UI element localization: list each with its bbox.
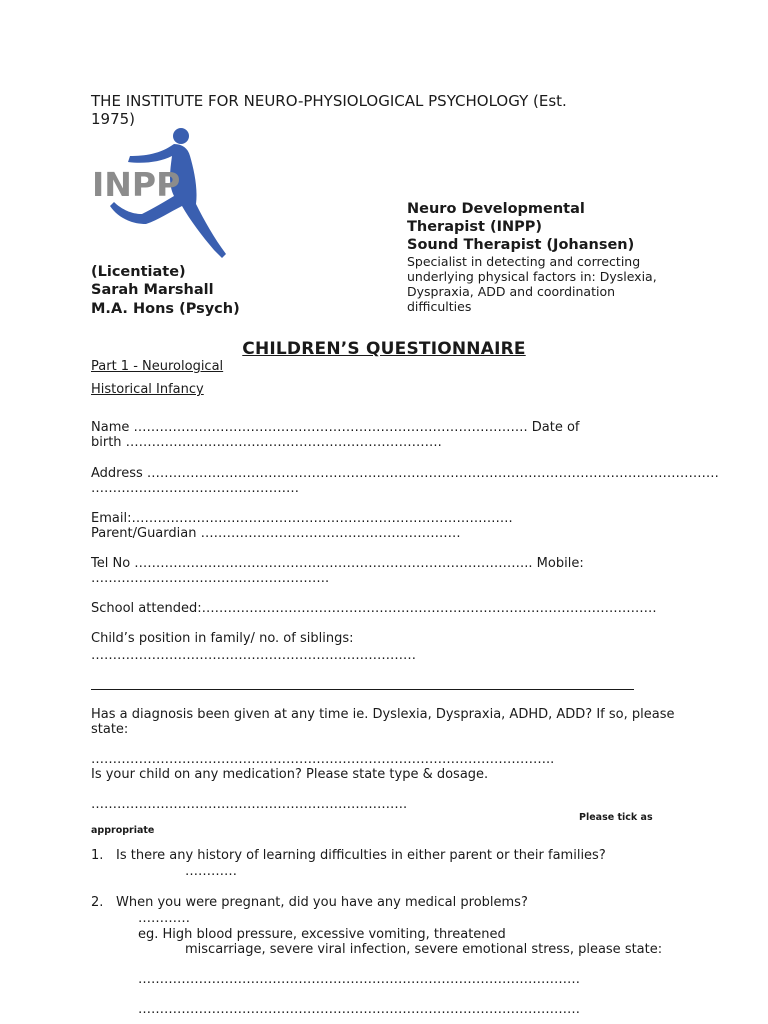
inpp-logo <box>90 126 235 264</box>
specialist-line-1: Specialist in detecting and correcting <box>407 254 641 269</box>
question-2-answer-line-2[interactable]: ………………………………………………………………………………………… <box>138 1002 580 1017</box>
practitioner-name: Sarah Marshall <box>91 282 214 298</box>
section-divider <box>91 689 634 690</box>
specialist-line-3: Dyspraxia, ADD and coordination <box>407 284 616 299</box>
running-figure-icon <box>90 126 235 264</box>
question-2-examples: eg. High blood pressure, excessive vomiting, threatened <box>138 927 506 942</box>
position-label: Child’s position in family/ no. of siblings: <box>91 631 354 646</box>
specialist-line-4: difficulties <box>407 299 472 314</box>
institute-title-line1: THE INSTITUTE FOR NEURO-PHYSIOLOGICAL PSYCHOLOGY (Est. <box>91 92 567 110</box>
question-2-answer-line-1[interactable]: ………………………………………………………………………………………… <box>138 972 580 987</box>
role-line-3: Sound Therapist (Johansen) <box>407 237 635 253</box>
institute-title-line2: 1975) <box>91 110 136 128</box>
role-line-2: Therapist (INPP) <box>407 219 542 235</box>
school-field[interactable]: School attended:…………………………………………………………………………………………… <box>91 601 657 616</box>
section-heading: Historical Infancy <box>91 382 204 397</box>
mobile-field[interactable]: ………………………………………………. <box>91 571 330 586</box>
role-line-1: Neuro Developmental <box>407 201 585 217</box>
medication-question: Is your child on any medication? Please state type & dosage. <box>91 767 489 782</box>
birth-field[interactable]: birth ………………………………………………………………. <box>91 435 442 450</box>
parent-guardian-field[interactable]: Parent/Guardian …………………………………………………… <box>91 526 461 541</box>
tick-instruction-cont: appropriate <box>91 825 155 836</box>
question-2-tick[interactable]: ………… <box>138 911 190 926</box>
form-title: CHILDREN’S QUESTIONNAIRE <box>242 339 526 359</box>
specialist-line-2: underlying physical factors in: Dyslexia, <box>407 269 657 284</box>
email-field[interactable]: Email:……………………………………………………………………………. <box>91 511 513 526</box>
question-2-examples-cont: miscarriage, severe viral infection, severe emotional stress, please state: <box>185 942 663 957</box>
position-field[interactable]: ………………………………………………………………… <box>91 648 416 663</box>
question-2-number: 2. <box>91 895 104 910</box>
address-field[interactable]: Address …………………………………………………………………………………………………………………… <box>91 466 719 481</box>
medication-answer[interactable]: ………………………………………………………………. <box>91 797 408 812</box>
part-heading: Part 1 - Neurological <box>91 359 224 374</box>
diagnosis-question: Has a diagnosis been given at any time ie. Dyslexia, Dyspraxia, ADHD, ADD? If so, please <box>91 707 675 722</box>
practitioner-qualification: M.A. Hons (Psych) <box>91 301 240 317</box>
tick-instruction: Please tick as <box>579 812 653 823</box>
tel-field[interactable]: Tel No ……………………………………………………………………………….. Mobile: <box>91 556 584 571</box>
address-field-line2[interactable]: ………………………………………… <box>91 481 299 496</box>
question-1-text: Is there any history of learning difficulties in either parent or their families? <box>116 848 606 863</box>
question-1-tick[interactable]: ………… <box>185 864 237 879</box>
logo-text: INPP <box>92 165 181 204</box>
licence-label: (Licentiate) <box>91 264 186 280</box>
question-2-text: When you were pregnant, did you have any medical problems? <box>116 895 528 910</box>
diagnosis-question-cont: state: <box>91 722 129 737</box>
diagnosis-answer[interactable]: …………………………………………………………………………………………….. <box>91 752 555 767</box>
name-field[interactable]: Name ………………………………………………………………………………. Date of <box>91 420 580 435</box>
question-1-number: 1. <box>91 848 104 863</box>
